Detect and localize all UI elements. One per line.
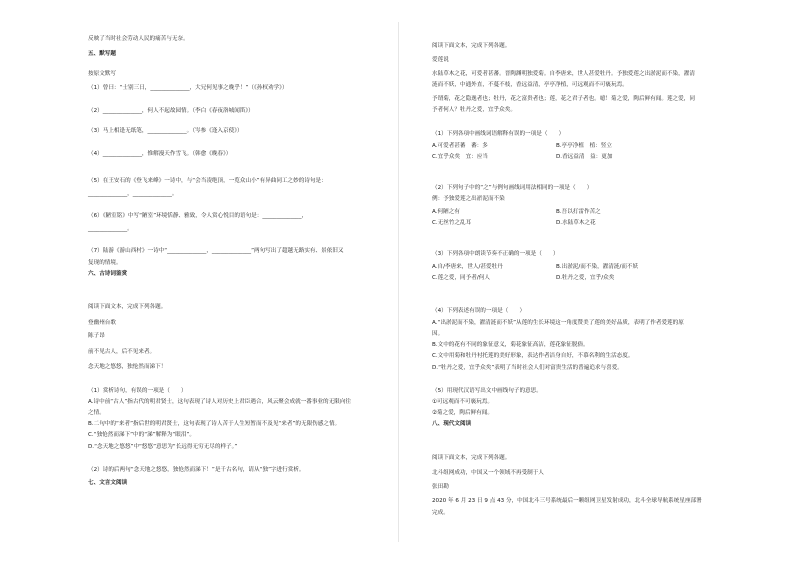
text-line: 因。 bbox=[432, 331, 444, 337]
text-line: C.“独怆然而涕下”中的“涕”解释为“眼泪”。 bbox=[88, 432, 195, 438]
text-line: （3）马上相逢无纸笔，______________。（岑参《逢入京使》） bbox=[88, 128, 243, 134]
text-line: 阅读下面文本，完成下列各题。 bbox=[432, 455, 511, 461]
column-divider bbox=[398, 22, 399, 542]
text-line: 2020 年 6 月 23 日 9 点 43 分，中国北斗三号系统最后一颗组网卫星发射成功，北斗全球导航系统星座部署 bbox=[432, 498, 702, 504]
text-line: D.“念天地之悠悠”中“悠悠”意思为“长远得无穷无尽的样子。” bbox=[88, 444, 238, 450]
text-line: 按原文默写 bbox=[88, 71, 116, 77]
text-line: （2）下列句子中的“之”与例句画线词用法相同的一项是（ ） bbox=[432, 185, 593, 191]
text-line: B.吾以打雷作苦之 bbox=[556, 209, 601, 215]
text-line: ②菊之爱，陶后鲜有闻。 bbox=[432, 410, 493, 416]
text-line: D.香远益清 益：更加 bbox=[556, 154, 613, 160]
text-line: A.自/李唐来，世人/甚爱牡丹 bbox=[432, 264, 503, 270]
text-line: C.无丝竹之乱耳 bbox=[432, 220, 472, 226]
text-line: A.何陋之有 bbox=[432, 209, 460, 215]
text-line: C.文中用菊和牡丹衬托莲的美好形象，表达作者洁身自好，不慕名利的生活态度。 bbox=[432, 353, 634, 359]
text-line: B.出淤泥/而不染，濯清涟/而不妖 bbox=[556, 264, 639, 270]
text-line: （1）曾曰：“士别三日，______________，大兄何见事之晚乎！”（《孙权劝学》） bbox=[88, 85, 288, 91]
text-line: （3）下列各项中朗读节奏不正确的一项是（ ） bbox=[432, 251, 559, 257]
right-column bbox=[432, 0, 762, 561]
text-line: 之情。 bbox=[88, 410, 105, 416]
section-heading: 六、古诗词鉴赏 bbox=[88, 271, 128, 277]
text-line: C.宜乎众矣 宜：应当 bbox=[432, 154, 489, 160]
left-column bbox=[88, 0, 388, 561]
text-line: B.二句中的“来者”指后世的明君贤士，这句表现了诗人苦于人生短暂而不及见“来者”的无限伤感之情。 bbox=[88, 421, 341, 427]
text-line: （6）《陋室铭》中写“陋室”环境恬静、雅致，令人赏心悦目的语句是：______________， bbox=[88, 213, 308, 219]
text-line: A.可爱者甚蕃 蕃：多 bbox=[432, 143, 488, 149]
section-heading: 八、现代文阅读 bbox=[432, 421, 472, 427]
text-line: （4）______________，惟解漫天作雪飞。（韩愈《晚春》） bbox=[88, 151, 232, 157]
text-line: 前不见古人，后不见来者。 bbox=[88, 349, 156, 355]
text-line: 张田勘 bbox=[432, 484, 449, 490]
text-line: ______________，______________。 bbox=[88, 191, 178, 197]
text-line: D.牡丹之爱，宜乎/众矣 bbox=[556, 275, 615, 281]
text-line: 陈子昂 bbox=[88, 333, 105, 339]
text-line: 北斗组网成功，中国又一个领域不再受制于人 bbox=[432, 470, 544, 476]
text-line: （2）______________，何人不起故园情。（李白《春夜洛城闻笛》） bbox=[88, 108, 254, 114]
text-line: ①可远观而不可亵玩焉。 bbox=[432, 399, 493, 405]
text-line: A.“出淤泥而不染，濯清涟而不妖”从莲的生长环境这一角度赞美了莲的美好品质，表明了作者爱莲的原 bbox=[432, 320, 684, 326]
text-line: 登幽州台歌 bbox=[88, 320, 116, 326]
text-line: 予谓菊，花之隐逸者也；牡丹，花之富贵者也；莲，花之君子者也。噫！菊之爱，陶后鲜有闻。莲之爱，同 bbox=[432, 96, 695, 102]
text-line: 予者何人？牡丹之爱，宜乎众矣。 bbox=[432, 107, 516, 113]
text-line: （5）在王安石的《登飞来峰》一诗中，与“会当凌绝顶，一览众山小”有异曲同工之妙的诗句是： bbox=[88, 178, 327, 184]
text-line: A.诗中前“古人”指古代的明君贤士，这句表现了诗人对历史上君臣遇合，风云聚会成就一番事业的无限向往 bbox=[88, 399, 352, 405]
section-heading: 五、默写题 bbox=[88, 51, 116, 57]
text-line: 阅读下面文本，完成下列各题。 bbox=[88, 304, 167, 310]
text-line: 例：予独爱莲之出淤泥而不染 bbox=[432, 196, 505, 202]
text-line: D.“牡丹之爱，宜乎众矣”表明了当时社会人们对富贵生活的普遍追求与喜爱。 bbox=[432, 365, 623, 371]
text-line: （1）下列各项中画线词语解释有误的一项是（ ） bbox=[432, 131, 565, 137]
text-line: （2）诗的后两句“念天地之悠悠，独怆然而涕下！”是千古名句，请从“独”字进行赏析。 bbox=[88, 467, 305, 473]
text-line: D.水陆草木之花 bbox=[556, 220, 596, 226]
text-line: B.亭亭净植 植：竖立 bbox=[556, 143, 612, 149]
text-line: C.莲之爱，同予者/何人 bbox=[432, 275, 490, 281]
section-heading: 七、文言文阅读 bbox=[88, 480, 128, 486]
text-line: ______________。 bbox=[88, 226, 133, 232]
text-line: 反映了当时社会劳动人民的痛苦与无奈。 bbox=[88, 36, 189, 42]
text-line: 复现的情境。 bbox=[88, 260, 122, 266]
text-line: B.文中的花有不同的象征意义，菊花象征高洁，莲花象征脱俗。 bbox=[432, 342, 589, 348]
text-line: （5）用现代汉语写出文中画线句子的意思。 bbox=[432, 388, 542, 394]
text-line: （7）陆游《游山西村》一诗中“______________，______________”两句写出了超越无路实有、景依旧又 bbox=[88, 248, 344, 254]
text-line: （1）赏析诗句，有误的一项是（ ） bbox=[88, 388, 187, 394]
text-line: 爱莲说 bbox=[432, 57, 449, 63]
text-line: 水陆草木之花，可爱者甚蕃。晋陶渊明独爱菊。自李唐来，世人甚爱牡丹。予独爱莲之出淤泥而不染，濯清 bbox=[432, 71, 695, 77]
text-line: 完成。 bbox=[432, 510, 449, 516]
text-line: （4）下列表述有误的一项是（ ） bbox=[432, 308, 526, 314]
text-line: 念天地之悠悠，独怆然而涕下！ bbox=[88, 364, 167, 370]
text-line: 阅读下面文本，完成下列各题。 bbox=[432, 43, 511, 49]
text-line: 涟而不妖，中通外直，不蔓不枝，香远益清，亭亭净植，可远观而不可亵玩焉。 bbox=[432, 82, 628, 88]
